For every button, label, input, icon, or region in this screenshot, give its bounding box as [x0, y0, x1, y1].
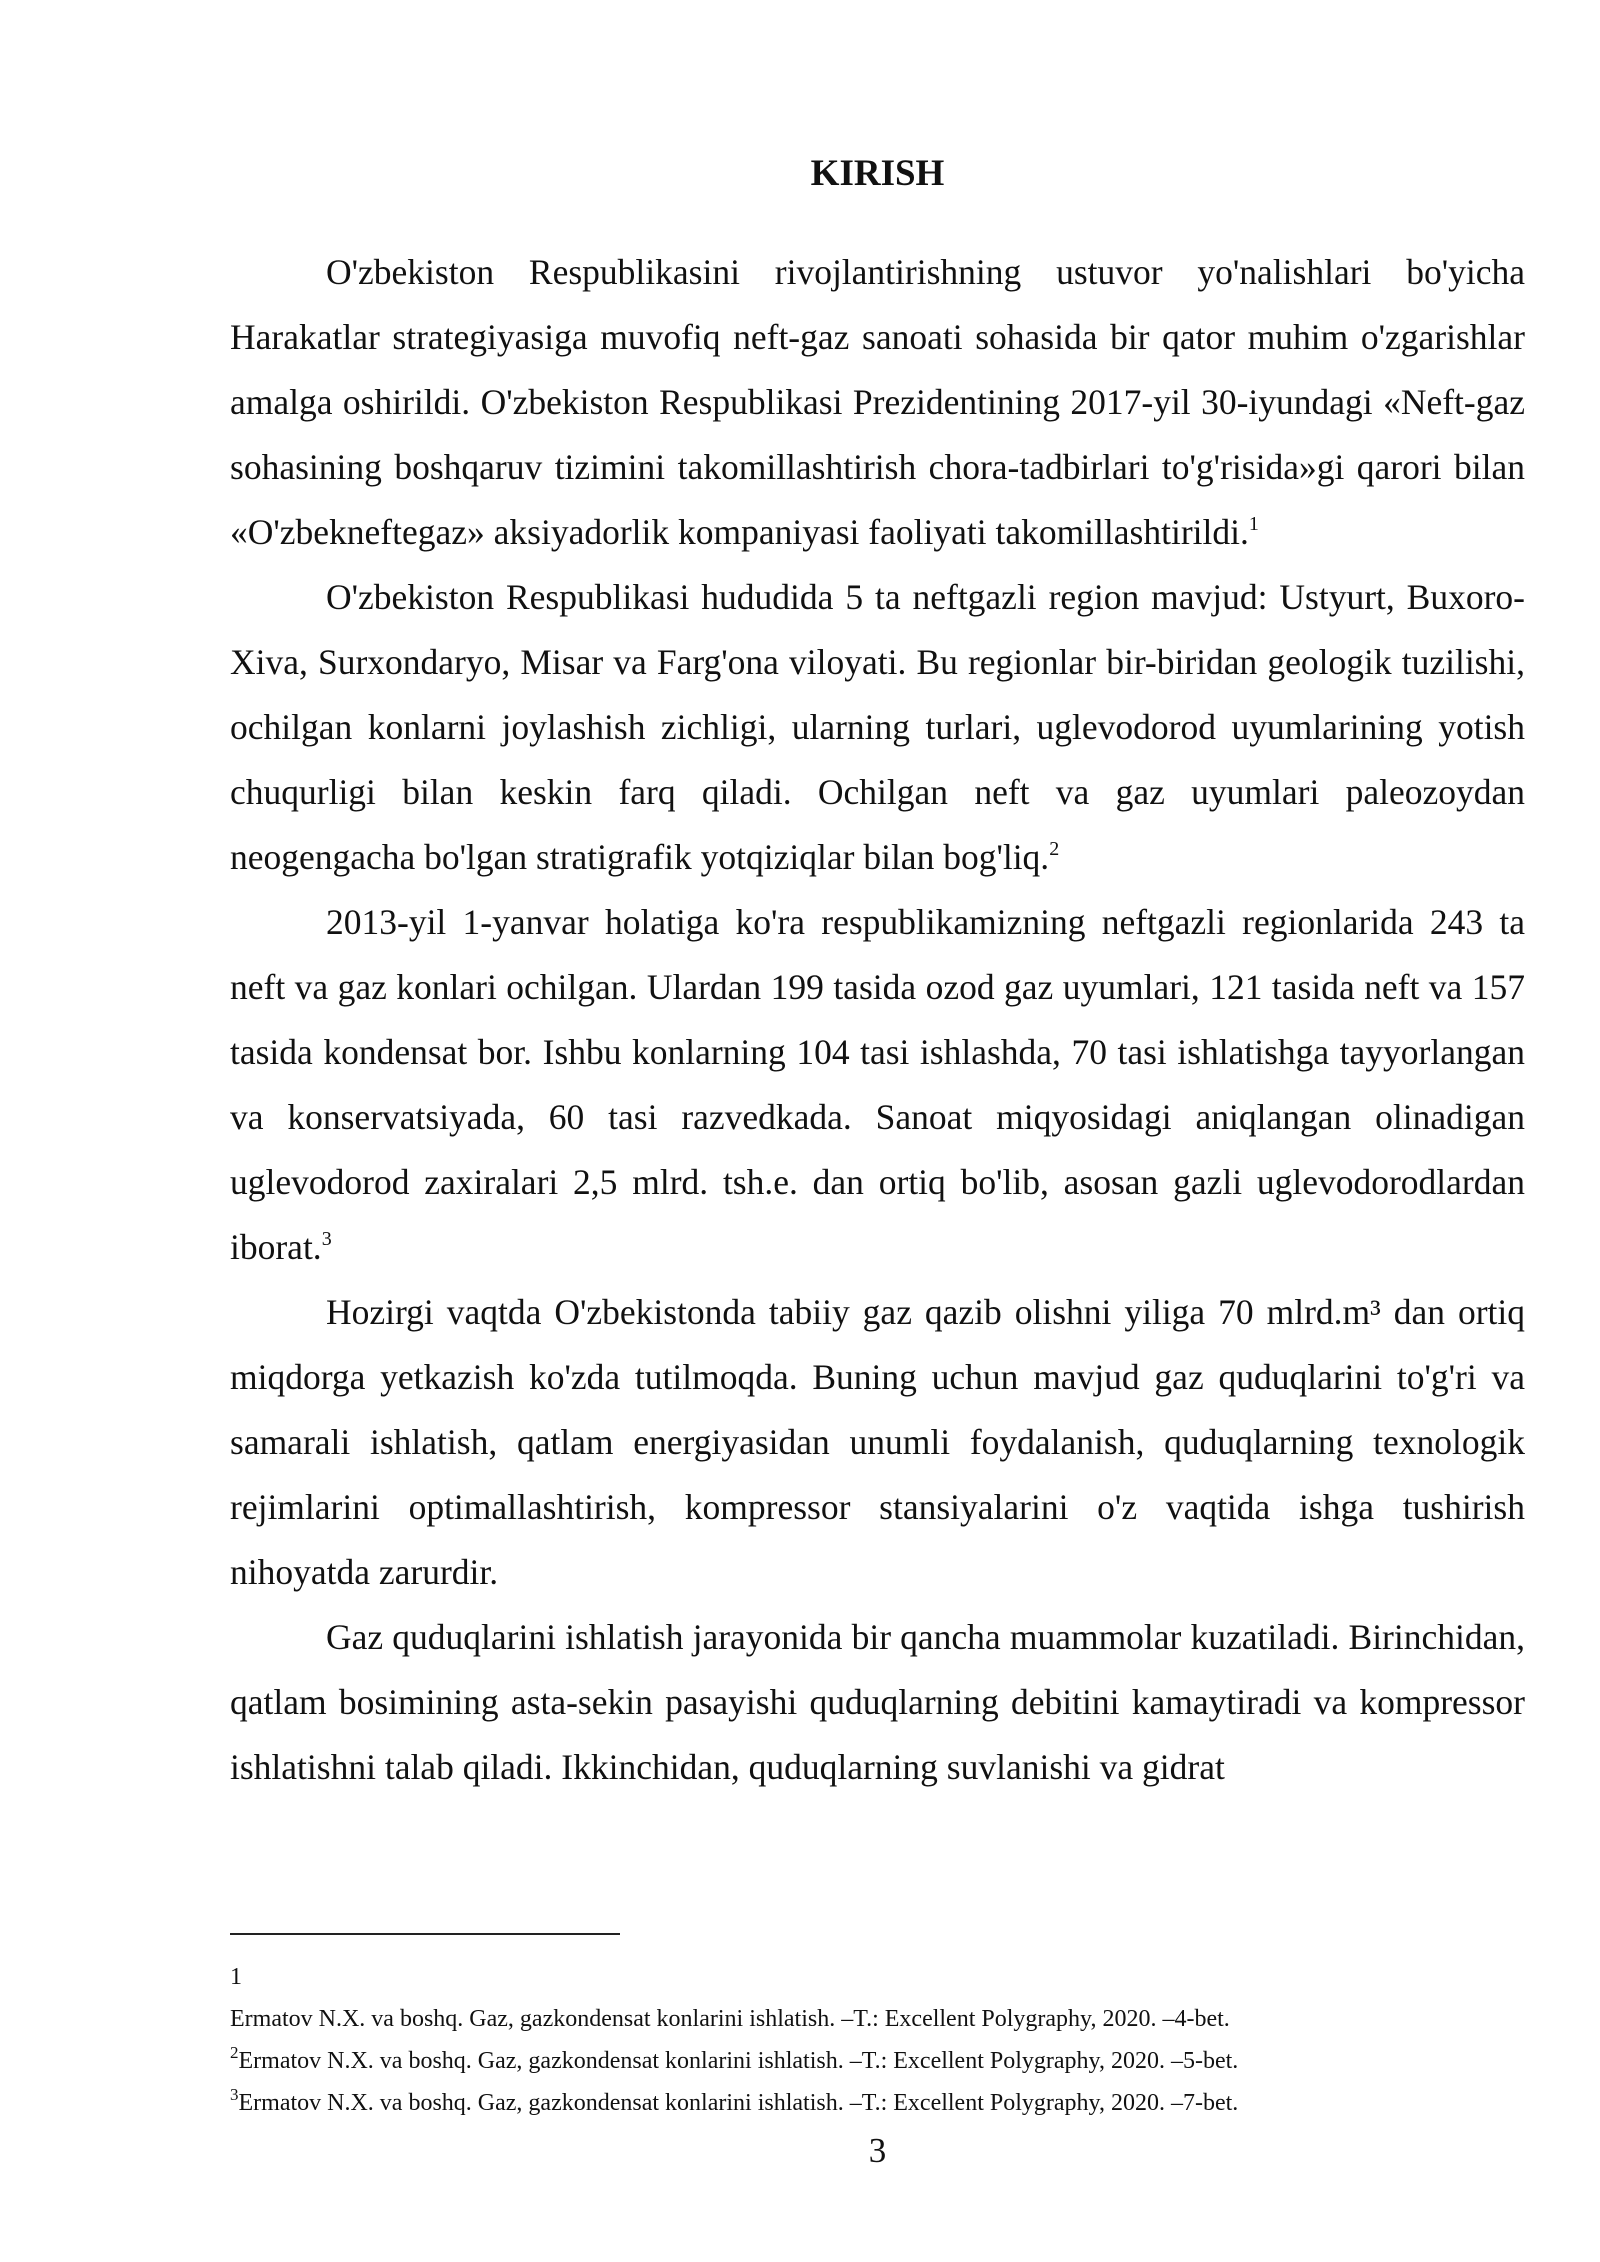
footnote-text: Ermatov N.X. va boshq. Gaz, gazkondensat konlarini ishlatish. –T.: Excellent Polygraphy, 2020. –5-bet. — [238, 2048, 1239, 2074]
footnote-marker: 2 — [230, 2043, 239, 2062]
body-text — [230, 240, 1525, 1800]
section-heading: KIRISH — [810, 153, 945, 194]
footnote-reference: 1 — [1248, 513, 1259, 535]
footnote-reference: 3 — [321, 1228, 332, 1250]
page-number: 3 — [868, 2131, 887, 2170]
footnote-item — [230, 2040, 1525, 2082]
footnote-text: Ermatov N.X. va boshq. Gaz, gazkondensat konlarini ishlatish. –T.: Excellent Polygraphy, 2020. –4-bet. — [230, 2006, 1230, 2032]
paragraph — [230, 240, 1525, 565]
paragraph-text: Hozirgi vaqtda O'zbekistonda tabiiy gaz qazib olishni yiliga 70 mlrd.m³ dan ortiq miqdorga yetkazish ko'zda tutilmoqda. Buning uchun mavjud gaz quduqlarini to'g'ri va samarali ishlatish, qatlam energiyasidan unumli foydalanish, quduqlarning texnologik rejimlarini optimallashtirish, kompressor stansiyalarini o'z vaqtida ishga tushirish nihoyatda zarurdir. — [230, 1292, 1525, 1592]
paragraph — [230, 890, 1525, 1280]
footnote-item — [230, 1998, 1525, 2040]
footnote-item — [230, 2082, 1525, 2124]
paragraph-text: Gaz quduqlarini ishlatish jarayonida bir qancha muammolar kuzatiladi. Birinchidan, qatlam bosimining asta-sekin pasayishi quduqlarning debitini kamaytiradi va kompressor ishlatishni talab qiladi. Ikkinchidan, quduqlarning suvlanishi va gidrat — [230, 1617, 1525, 1787]
paragraph — [230, 1280, 1525, 1605]
paragraph — [230, 1605, 1525, 1800]
footnote-text: Ermatov N.X. va boshq. Gaz, gazkondensat konlarini ishlatish. –T.: Excellent Polygraphy, 2020. –7-bet. — [238, 2090, 1239, 2116]
footnote-reference: 2 — [1049, 838, 1060, 860]
paragraph-text: 2013-yil 1-yanvar holatiga ko'ra respublikamizning neftgazli regionlarida 243 ta neft va gaz konlari ochilgan. Ulardan 199 tasida ozod gaz uyumlari, 121 tasida neft va 157 tasida kondensat bor. Ishbu konlarning 104 tasi ishlashda, 70 tasi ishlatishga tayyorlangan va konservatsiyada, 60 tasi razvedkada. Sanoat miqyosidagi aniqlangan olinadigan uglevodorod zaxiralari 2,5 mlrd. tsh.e. dan ortiq bo'lib, asosan gazli uglevodorodlardan iborat. — [230, 902, 1525, 1267]
footnote-marker-line — [230, 1956, 1525, 1998]
paragraph — [230, 565, 1525, 890]
footnote-separator — [230, 1933, 620, 1935]
footnotes — [230, 1956, 1525, 2124]
paragraph-text: O'zbekiston Respublikasi hududida 5 ta neftgazli region mavjud: Ustyurt, Buxoro-Xiva, Surxondaryo, Misar va Farg'ona viloyati. Bu regionlar bir-biridan geologik tuzilishi, ochilgan konlarni joylashish zichligi, ularning turlari, uglevodorod uyumlarining yotish chuqurligi bilan keskin farq qiladi. Ochilgan neft va gaz uyumlari paleozoydan neogengacha bo'lgan stratigrafik yotqiziqlar bilan bog'liq. — [230, 577, 1525, 877]
paragraph-text: O'zbekiston Respublikasini rivojlantirishning ustuvor yo'nalishlari bo'yicha Harakatlar strategiyasiga muvofiq neft-gaz sanoati sohasida bir qator muhim o'zgarishlar amalga oshirildi. O'zbekiston Respublikasi Prezidentining 2017-yil 30-iyundagi «Neft-gaz sohasining boshqaruv tizimini takomillashtirish chora-tadbirlari to'g'risida»gi qarori bilan «O'zbekneftegaz» aksiyadorlik kompaniyasi faoliyati takomillashtirildi. — [230, 252, 1525, 552]
footnote-marker: 1 — [230, 1964, 242, 1990]
footnote-marker: 3 — [230, 2085, 239, 2104]
